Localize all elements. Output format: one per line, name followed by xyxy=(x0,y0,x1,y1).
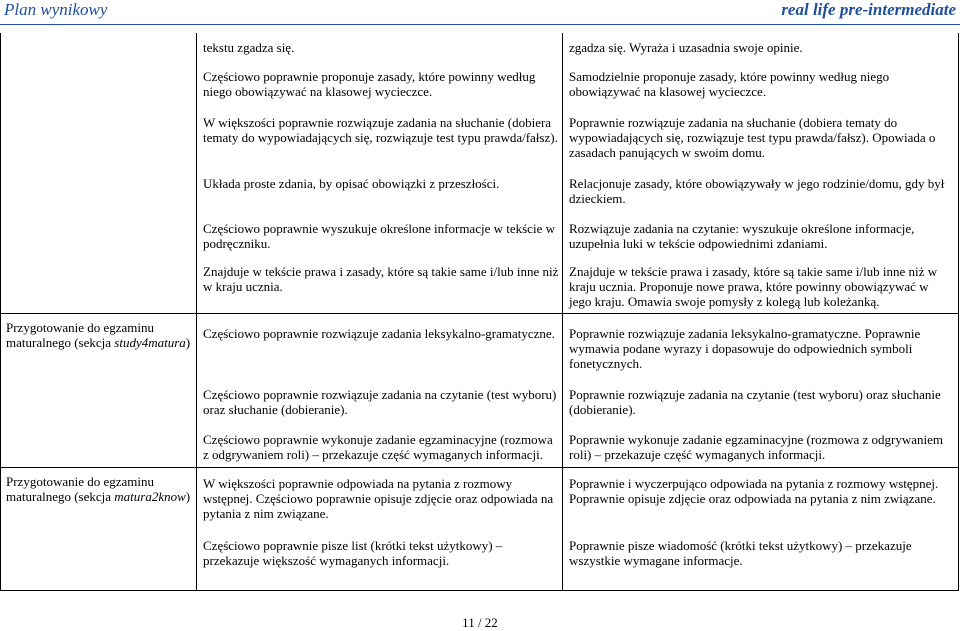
basic-requirement: W większości poprawnie odpowiada na pytania z rozmowy wstępnej. Częściowo poprawnie opisuje zdjęcie oraz odpowiada na pytania z nim związane. xyxy=(203,476,554,521)
column-divider-2 xyxy=(562,33,563,591)
basic-requirement: tekstu zgadza się. xyxy=(203,40,295,55)
basic-requirement: Częściowo poprawnie wyszukuje określone informacje w tekście w podręczniku. xyxy=(203,221,555,251)
extended-requirement: Samodzielnie proponuje zasady, które powinny według niego obowiązywać na klasowej wycieczce. xyxy=(569,69,890,99)
basic-requirement: Częściowo poprawnie pisze list (krótki tekst użytkowy) – przekazuje większość wymaganych informacji. xyxy=(203,538,503,568)
basic-requirement: Układa proste zdania, by opisać obowiązki z przeszłości. xyxy=(203,176,500,191)
extended-requirement: Rozwiązuje zadania na czytanie: wyszukuje określone informacje, uzupełnia luki w tekście odpowiednimi zdaniami. xyxy=(569,221,915,251)
basic-requirement: Znajduje w tekście prawa i zasady, które są takie same i/lub inne niż w kraju ucznia. xyxy=(203,264,559,294)
extended-requirement: Poprawnie pisze wiadomość (krótki tekst użytkowy) – przekazuje wszystkie wymagane informacje. xyxy=(569,538,912,568)
column-divider-1 xyxy=(196,33,197,591)
page-header xyxy=(0,0,960,24)
basic-requirement: Częściowo poprawnie rozwiązuje zadania na czytanie (test wyboru) oraz słuchanie (dobieranie). xyxy=(203,387,557,417)
extended-requirement: Poprawnie rozwiązuje zadania na słuchanie (dobiera tematy do wypowiadających się, rozwiązuje test typu prawda/fałsz). Opowiada o zasadach panujących w swoim domu. xyxy=(569,115,936,160)
document-title: Plan wynikowy xyxy=(4,0,108,19)
extended-requirement: Znajduje w tekście prawa i zasady, które są takie same i/lub inne niż w kraju ucznia. Proponuje nowe prawa, które powinny obowiązywać w jego kraju. Omawia swoje pomysły z kolegą lub koleżanką. xyxy=(569,264,938,309)
extended-requirement: Poprawnie rozwiązuje zadania leksykalno-gramatyczne. Poprawnie wymawia podane wyrazy i dopasowuje do odpowiednich symboli fonetycznych. xyxy=(569,326,921,371)
extended-requirement: Poprawnie wykonuje zadanie egzaminacyjne (rozmowa z odgrywaniem roli) – przekazuje część wymaganych informacji. xyxy=(569,432,943,462)
page-number: 11 / 22 xyxy=(462,615,498,630)
basic-requirement: Częściowo poprawnie rozwiązuje zadania leksykalno-gramatyczne. xyxy=(203,326,555,341)
extended-requirement: Relacjonuje zasady, które obowiązywały w jego rodzinie/domu, gdy był dzieckiem. xyxy=(569,176,945,206)
section-label-matura2know: Przygotowanie do egzaminu maturalnego (sekcja matura2know) xyxy=(6,474,191,504)
section-name: study4matura xyxy=(114,335,186,350)
basic-requirement: Częściowo poprawnie wykonuje zadanie egzaminacyjne (rozmowa z odgrywaniem roli) – przekazuje część wymaganych informacji. xyxy=(203,432,553,462)
basic-requirement: Częściowo poprawnie proponuje zasady, które powinny według niego obowiązywać na klasowej wycieczce. xyxy=(203,69,536,99)
section-label-study4matura: Przygotowanie do egzaminu maturalnego (sekcja study4matura) xyxy=(6,320,191,350)
table-border-bottom xyxy=(0,590,958,591)
table-border-right xyxy=(958,33,959,591)
course-title: real life pre-intermediate xyxy=(781,0,956,19)
extended-requirement: Poprawnie rozwiązuje zadania na czytanie (test wyboru) oraz słuchanie (dobieranie). xyxy=(569,387,941,417)
header-rule xyxy=(0,24,960,25)
section-name: matura2know xyxy=(114,489,186,504)
extended-requirement: zgadza się. Wyraża i uzasadnia swoje opinie. xyxy=(569,40,803,55)
table-border-left xyxy=(0,33,1,591)
basic-requirement: W większości poprawnie rozwiązuje zadania na słuchanie (dobiera tematy do wypowiadających się, rozwiązuje test typu prawda/fałsz). xyxy=(203,115,558,145)
section-divider-2 xyxy=(0,467,958,468)
section-divider-1 xyxy=(0,313,958,314)
extended-requirement: Poprawnie i wyczerpująco odpowiada na pytania z rozmowy wstępnej. Poprawnie opisuje zdjęcie oraz odpowiada na pytania z nim związane. xyxy=(569,476,939,506)
